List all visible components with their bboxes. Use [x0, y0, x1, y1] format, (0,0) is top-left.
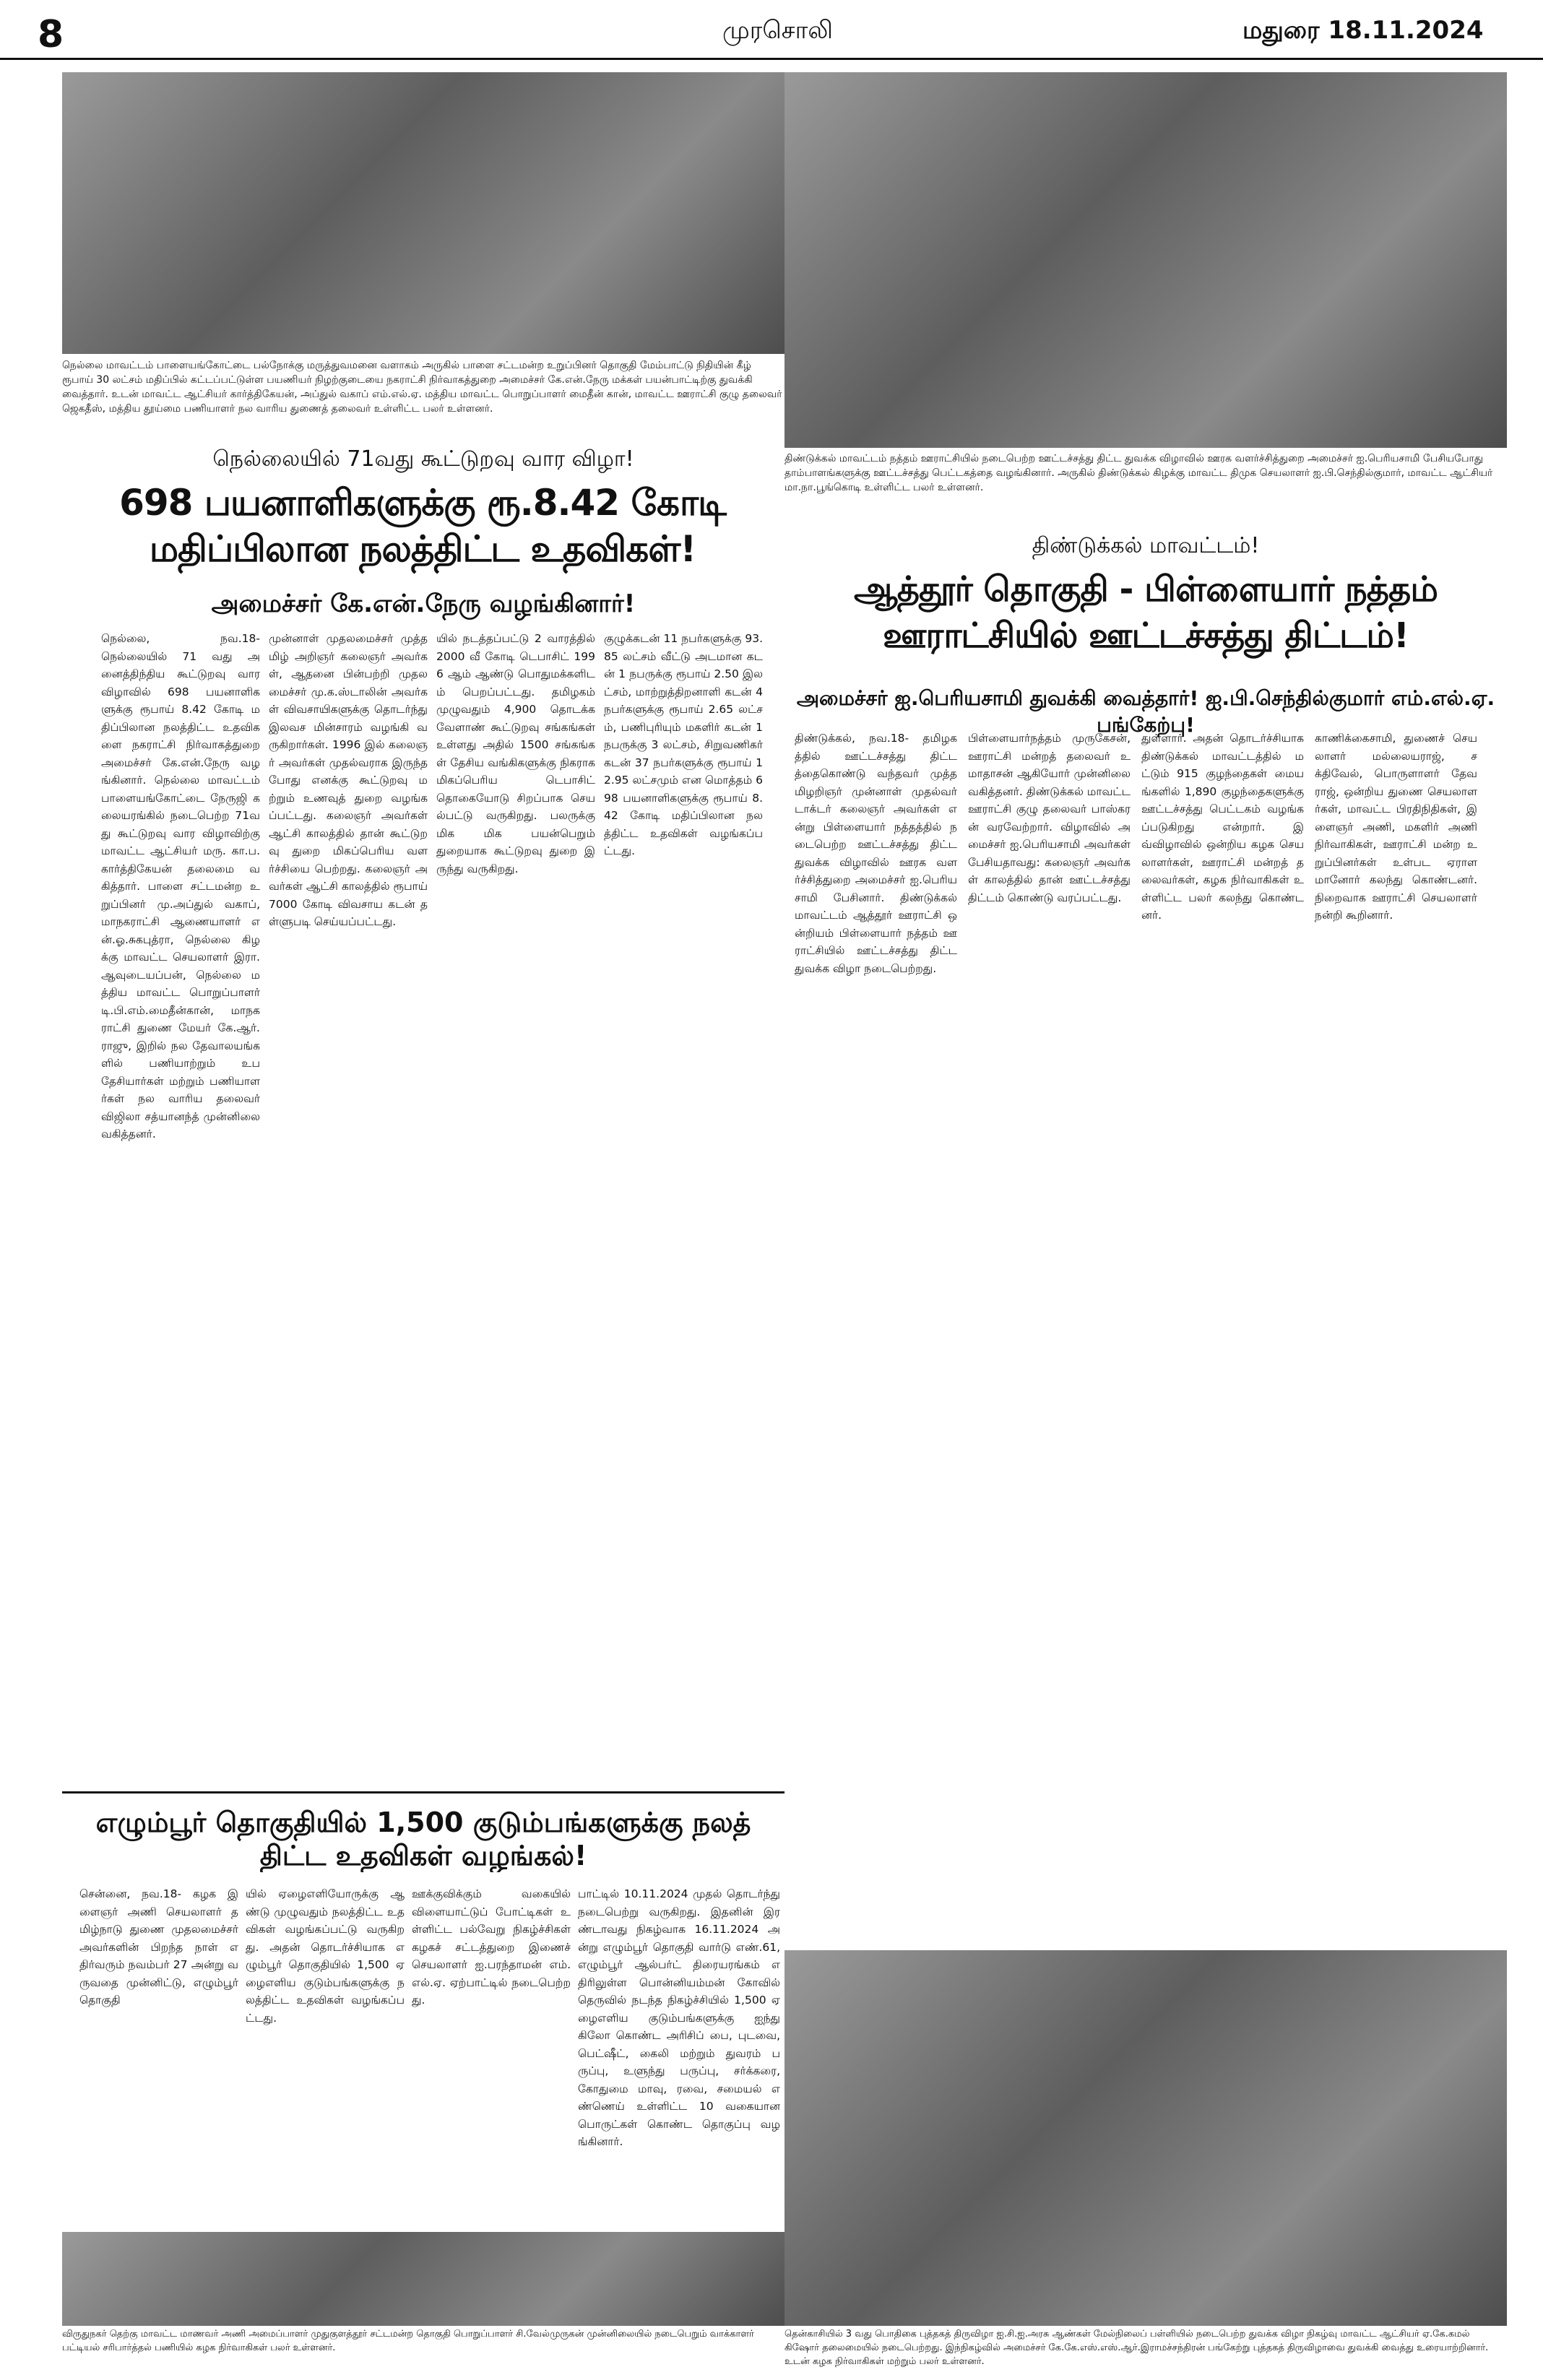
newspaper-name: முரசொலி: [722, 16, 833, 45]
bottom-right-photo: [785, 1950, 1507, 2326]
story2-headline: ஆத்தூர் தொகுதி - பிள்ளையார் நத்தம் ஊராட்சியில் ஊட்டச்சத்து திட்டம்!: [854, 569, 1438, 656]
story2-column: காணிக்கைசாமி, துணைச் செயலாளர் மல்லையராஜ், சக்திவேல், பொருளாளர் தேவராஜ், ஒன்றிய துணை செயலாளர்கள், மாவட்ட பிரதிநிதிகள், இளைஞர் அணி, மகளிர் அணி நிர்வாகிகள், ஊராட்சி மன்ற உறுப்பினர்கள் உள்பட ஏராளமானோர் கலந்து கொண்டனர். நிறைவாக ஊராட்சி செயலாளர் நன்றி கூறினார்.: [1315, 732, 1477, 922]
story3-headline: எழும்பூர் தொகுதியில் 1,500 குடும்பங்களுக்கு நலத் திட்ட உதவிகள் வழங்கல்!: [95, 1806, 751, 1871]
story3-column: சென்னை, நவ.18- கழக இளைஞர் அணி செயலாளர் தமிழ்நாடு துணை முதலமைச்சர் அவர்களின் பிறந்த நாள் எதிர்வரும் நவம்பர் 27 அன்று வருவதை முன்னிட்டு, எழும்பூர் தொகுதி: [79, 1887, 238, 2007]
story2-column: பிள்ளையார்நத்தம் முருகேசன், ஊராட்சி மன்றத் தலைவர் உமாதாசன் ஆகியோர் முன்னிலை வகித்தனர். திண்டுக்கல் மாவட்ட ஊராட்சி குழு தலைவர் பாஸ்கரன் வரவேற்றார். விழாவில் அமைச்சர் ஐ.பெரியசாமி அவர்கள் பேசியதாவது: கலைஞர் அவர்கள் காலத்தில் தான் ஊட்டச்சத்து திட்டம் கொண்டு வரப்பட்டது.: [968, 732, 1131, 904]
story1-headline: 698 பயனாளிகளுக்கு ரூ.8.42 கோடி மதிப்பிலான நலத்திட்ட உதவிகள்!: [119, 482, 726, 570]
story3-top-rule: [62, 1791, 785, 1793]
story1-column: நெல்லை, நவ.18- நெல்லையில் 71 வது அனைத்திந்திய கூட்டுறவு வார விழாவில் 698 பயனாளிகளுக்கு ரூபாய் 8.42 கோடி மதிப்பிலான நலத்திட்ட உதவிகளை நகராட்சி நிர்வாகத்துறை அமைச்சர் கே.என்.நேரு வழங்கினார். நெல்லை மாவட்டம் பாளையங்கோட்டை நேருஜி கலையரங்கில் நடைபெற்ற 71வது கூட்டுறவு வார விழாவிற்கு மாவட்ட ஆட்சியர் மரு. கா.ப.கார்த்திகேயன் தலைமை வகித்தார். பாளை சட்டமன்ற உறுப்பினர் மு.அப்துல் வகாப், மாநகராட்சி ஆணையாளர் என்.ஓ.சுகபுத்ரா, நெல்லை கிழக்கு மாவட்ட செயலாளர் இரா.ஆவுடையப்பன், நெல்லை மத்திய மாவட்ட பொறுப்பாளர் டி.பி.எம்.மைதீன்கான், மாநகராட்சி துணை மேயர் கே.ஆர்.ராஜு, இறில் நல தேவாலயங்களில் பணியாற்றும் உபதேசியார்கள் மற்றும் பணியாளர்கள் நல வாரிய தலைவர் விஜிலா சத்யானந்த் முன்னிலை வகித்தனர்.: [101, 632, 260, 1141]
bottom-right-caption: தென்காசியில் 3 வது பொதிகை புத்தகத் திருவிழா ஐ.சி.ஐ.அரசு ஆண்கள் மேல்நிலைப் பள்ளியில் நடைபெற்ற துவக்க விழா நிகழ்வு மாவட்ட ஆட்சியர் ஏ.கே.கமல் கிஷோர் தலைமையில் நடைபெற்றது. இந்நிகழ்வில் அமைச்சர் கே.கே.எஸ்.எஸ்.ஆர்.இராமச்சந்திரன் பங்கேற்று புத்தகத் திருவிழாவை துவக்கி வைத்து உரையாற்றினார். உடன் கழக நிர்வாகிகள் மற்றும் பலர் உள்ளனர்.: [785, 2329, 1489, 2367]
story1-photo: [62, 72, 785, 354]
bottom-left-photo: [62, 2232, 785, 2326]
story3-column: யில் ஏழைஎளியோருக்கு ஆண்டு முழுவதும் நலத்திட்ட உதவிகள் வழங்கப்பட்டு வருகிறது. அதன் தொடர்ச்சியாக எழும்பூர் தொகுதியில் 1,500 ஏழைஎளிய குடும்பங்களுக்கு நலத்திட்ட உதவிகள் வழங்கப்பட்டது.: [246, 1887, 405, 2025]
story2-column: துள்ளார். அதன் தொடர்ச்சியாக திண்டுக்கல் மாவட்டத்தில் மட்டும் 915 குழந்தைகள் மையங்களில் 1,890 குழந்தைகளுக்கு ஊட்டச்சத்து பெட்டகம் வழங்கப்படுகிறது என்றார். இவ்விழாவில் ஒன்றிய கழக செயலாளர்கள், ஊராட்சி மன்றத் தலைவர்கள், கழக நிர்வாகிகள் உள்ளிட்ட பலர் கலந்து கொண்டனர்.: [1141, 732, 1304, 922]
story1-column: யில் நடத்தப்பட்டு 2 வாரத்தில் 2000 வீ கோடி டெபாசிட் 1996 ஆம் ஆண்டு பொதுமக்களிடம் பெறப்பட்டது. தமிழகம் முழுவதும் 4,900 தொடக்க வேளாண் கூட்டுறவு சங்கங்கள் உள்ளது அதில் 1500 சங்கங்கள் தேசிய வங்கிகளுக்கு நிகராக மிகப்பெரிய டெபாசிட் தொகையோடு சிறப்பாக செயல்பட்டு வருகிறது. பலருக்கு மிக மிக பயன்பெறும் துறையாக கூட்டுறவு துறை இருந்து வருகிறது.: [436, 632, 595, 875]
story3-column: பாட்டில் 10.11.2024 முதல் தொடர்ந்து நடைபெற்று வருகிறது. இதனின் இரண்டாவது நிகழ்வாக 16.11.2024 அன்று எழும்பூர் தொகுதி வார்டு எண்.61, எழும்பூர் ஆல்பர்ட் திரையரங்கம் எதிரிலுள்ள பொன்னியம்மன் கோவில் தெருவில் நடந்த நிகழ்ச்சியில் 1,500 ஏழைஎளிய குடும்பங்களுக்கு ஐந்து கிலோ கொண்ட அரிசிப் பை, புடவை, பெட்ஷீட், கைலி மற்றும் துவரம் பருப்பு, உளுந்து பருப்பு, சர்க்கரை, கோதுமை மாவு, ரவை, சமையல் எண்ணெய் உள்ளிட்ட 10 வகையான பொருட்கள் கொண்ட தொகுப்பு வழங்கினார்.: [578, 1887, 780, 2148]
story2-kicker: திண்டுக்கல் மாவட்டம்!: [1032, 533, 1260, 558]
story1-column: குழுக்கடன் 11 நபர்களுக்கு 93.85 லட்சம் வீட்டு அடமான கடன் 1 நபருக்கு ரூபாய் 2.50 இலட்சம், மாற்றுத்திறனாளி கடன் 4 நபர்களுக்கு ரூபாய் 2.65 லட்சம், பணிபுரியும் மகளிர் கடன் 1 நபருக்கு 3 லட்சம், சிறுவணிகர் கடன் 37 நபர்களுக்கு ரூபாய் 12.95 லட்சமும் என மொத்தம் 698 பயனாளிகளுக்கு ரூபாய் 8.42 கோடி மதிப்பிலான நலத்திட்ட உதவிகள் வழங்கப்பட்டது.: [604, 632, 763, 857]
bottom-left-caption: விருதுநகர் தெற்கு மாவட்ட மாணவர் அணி அமைப்பாளர் முதுகுளத்தூர் சட்டமன்ற தொகுதி பொறுப்பாளர் சி.வேல்முருகன் முன்னிலையில் நடைபெறும் வாக்காளர் பட்டியல் சரிபார்த்தல் பணியில் கழக நிர்வாகிகள் பலர் உள்ளனர்.: [62, 2329, 754, 2353]
story1-column: முன்னாள் முதலமைச்சர் முத்தமிழ் அறிஞர் கலைஞர் அவர்கள், ஆதனை பின்பற்றி முதலமைச்சர் மு.க.ஸ்டாலின் அவர்கள் விவசாயிகளுக்கு தொடர்ந்து இலவச மின்சாரம் வழங்கி வருகிறார்கள். 1996 இல் கலைஞர் அவர்கள் முதல்வராக இருந்த போது எனக்கு கூட்டுறவு மற்றும் உணவுத் துறை வழங்கப்பட்டது. கலைஞர் அவர்கள் ஆட்சி காலத்தில் தான் கூட்டுறவு துறை மிகப்பெரிய வளர்ச்சியை பெற்றது. கலைஞர் அவர்கள் ஆட்சி காலத்தில் ரூபாய் 7000 கோடி விவசாய கடன் தள்ளுபடி செய்யப்பட்டது.: [269, 632, 428, 928]
story2-photo: [785, 72, 1507, 448]
story1-kicker: நெல்லையில் 71வது கூட்டுறவு வார விழா!: [212, 446, 634, 472]
story1-caption: நெல்லை மாவட்டம் பாளையங்கோட்டை பல்நோக்கு மருத்துவமனை வளாகம் அருகில் பாளை சட்டமன்ற உறுப்பினர் தொகுதி மேம்பாட்டு நிதியின் கீழ் ரூபாய் 30 லட்சம் மதிப்பில் கட்டப்பட்டுள்ள பயணியர் நிழற்குடையை நகராட்சி நிர்வாகத்துறை அமைச்சர் கே.என்.நேரு மக்கள் பயன்பாட்டிற்கு துவக்கி வைத்தார். உடன் மாவட்ட ஆட்சியர் கார்த்திகேயன், அப்துல் வகாப் எம்.எல்.ஏ. மத்திய மாவட்ட பொறுப்பாளர் மைதீன் கான், மாவட்ட ஊராட்சி குழு தலைவர் ஜெகதீஸ், மத்திய தூய்மை பணியாளர் நல வாரிய துணைத் தலைவர் உள்ளிட்ட பலர் உள்ளனர்.: [62, 360, 782, 415]
story2-column: திண்டுக்கல், நவ.18- தமிழகத்தில் ஊட்டச்சத்து திட்டத்தைகொண்டு வந்தவர் முத்தமிழறிஞர் முன்னாள் முதல்வர் டாக்டர் கலைஞர் அவர்கள் என்று பிள்ளையார் நத்தத்தில் நடைபெற்ற ஊட்டச்சத்து திட்ட துவக்க விழாவில் ஊரக வளர்ச்சித்துறை அமைச்சர் ஐ.பெரியசாமி பேசினார். திண்டுக்கல் மாவட்டம் ஆத்தூர் ஊராட்சி ஒன்றியம் பிள்ளையார் நத்தம் ஊராட்சியில் ஊட்டச்சத்து திட்ட துவக்க விழா நடைபெற்றது.: [795, 732, 957, 975]
story2-deck: அமைச்சர் ஐ.பெரியசாமி துவக்கி வைத்தார்! ஐ.பி.செந்தில்குமார் எம்.எல்.ஏ. பங்கேற்பு!: [796, 686, 1495, 737]
story2-caption: திண்டுக்கல் மாவட்டம் நத்தம் ஊராட்சியில் நடைபெற்ற ஊட்டச்சத்து திட்ட துவக்க விழாவில் ஊரக வளர்ச்சித்துறை அமைச்சர் ஐ.பெரியசாமி பேசியபோது தாம்பாளங்களுக்கு ஊட்டச்சத்து பெட்டகத்தை வழங்கினார். அருகில் திண்டுக்கல் கிழக்கு மாவட்ட திமுக செயலாளர் ஐ.பி.செந்தில்குமார், மாவட்ட ஆட்சியர் மா.நா.பூங்கொடி உள்ளிட்ட பலர் உள்ளனர்.: [785, 453, 1493, 493]
page-number: 8: [38, 13, 64, 56]
edition-date: மதுரை 18.11.2024: [1242, 16, 1484, 45]
story1-deck: அமைச்சர் கே.என்.நேரு வழங்கினார்!: [211, 589, 636, 618]
story3-column: ஊக்குவிக்கும் வகையில் விளையாட்டுப் போட்டிகள் உள்ளிட்ட பல்வேறு நிகழ்ச்சிகள் கழகச் சட்டத்துறை இணைச் செயலாளர் ஐ.பரந்தாமன் எம்.எல்.ஏ. ஏற்பாட்டில் நடைபெற்றது.: [412, 1887, 571, 2007]
